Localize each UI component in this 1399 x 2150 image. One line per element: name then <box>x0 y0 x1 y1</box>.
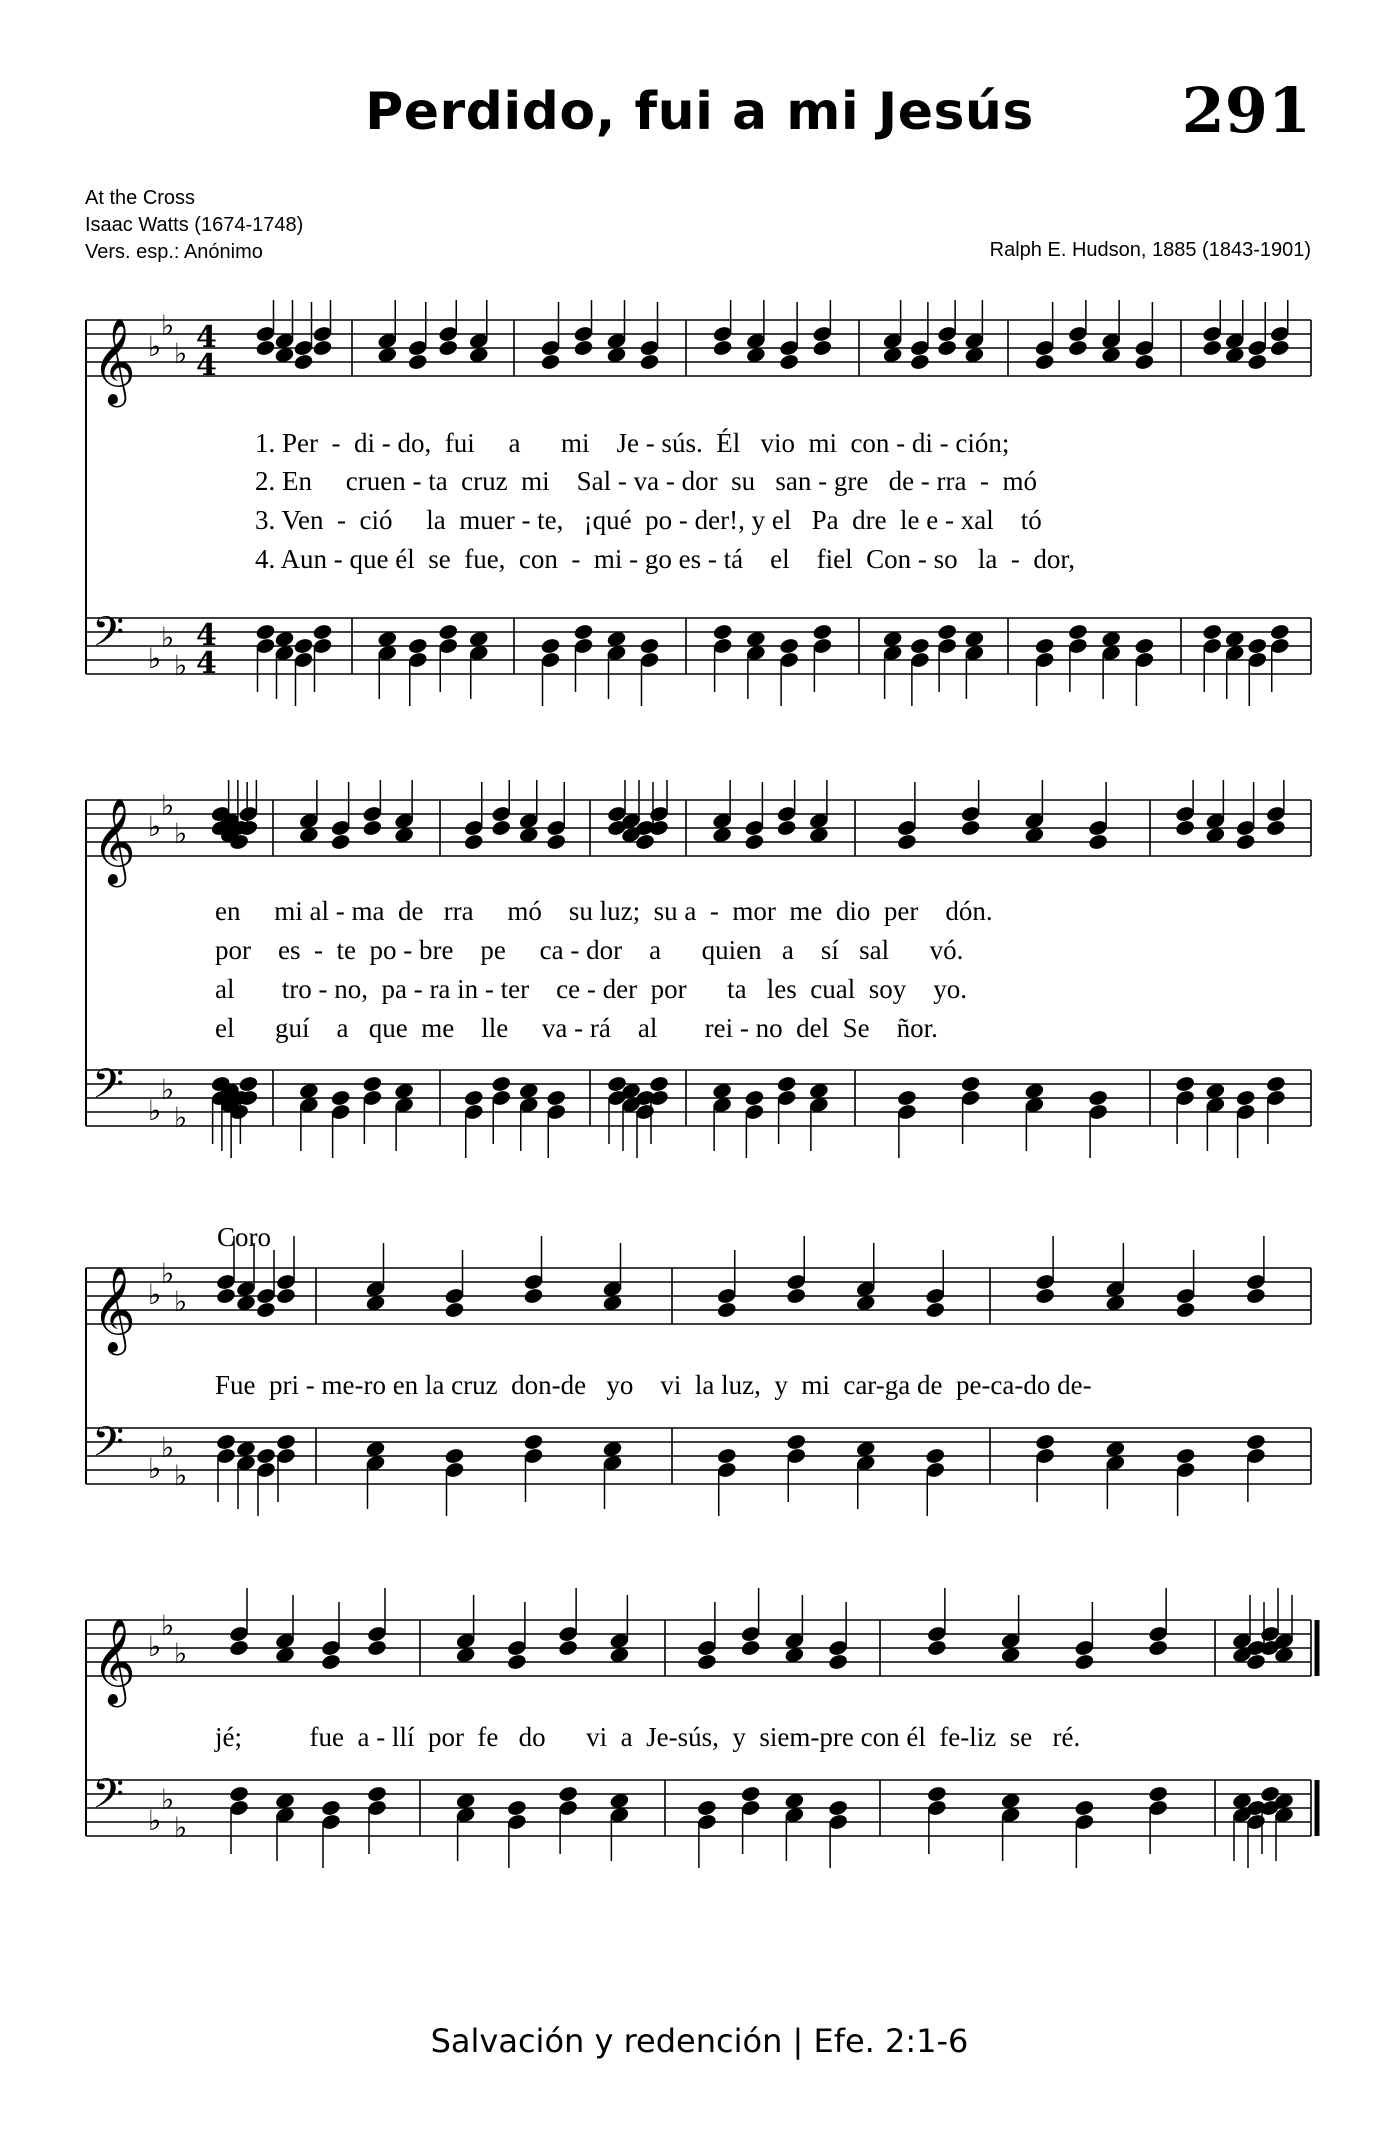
note-head <box>696 1799 717 1817</box>
composer: Ralph E. Hudson, 1885 (1843-1901) <box>989 239 1311 261</box>
note-head <box>523 1287 544 1305</box>
note-head <box>896 1089 917 1107</box>
note-head <box>740 1639 761 1657</box>
note-head <box>215 1433 236 1451</box>
note-head <box>491 1075 512 1093</box>
note-head <box>1067 623 1088 641</box>
note-head <box>1247 637 1268 655</box>
note-head <box>909 637 930 655</box>
note-head <box>812 623 833 641</box>
note-head <box>936 623 957 641</box>
note-head <box>925 1301 946 1319</box>
note-head <box>1074 1653 1095 1671</box>
footer-topic: Salvación y redención | Efe. 2:1-6 <box>430 2022 969 2060</box>
note-head <box>540 637 561 655</box>
note-head <box>293 353 314 371</box>
hymn-number: 291 <box>1181 74 1311 147</box>
note-head <box>1245 1433 1266 1451</box>
flat-icon: ♭ <box>174 649 188 682</box>
flat-icon: ♭ <box>161 621 175 654</box>
note-head <box>960 819 981 837</box>
note-head <box>228 1785 249 1803</box>
note-head <box>444 1447 465 1465</box>
note-head <box>716 1447 737 1465</box>
credits-left <box>85 185 303 266</box>
note-head <box>238 1075 259 1093</box>
note-head <box>255 623 276 641</box>
flat-icon: ♭ <box>148 1278 162 1311</box>
note-head <box>366 1785 387 1803</box>
note-head <box>926 1785 947 1803</box>
note-head <box>1074 1799 1095 1817</box>
note-head <box>1265 1075 1286 1093</box>
time-signature: 4 <box>196 348 217 383</box>
note-head <box>546 1089 567 1107</box>
flat-icon: ♭ <box>148 810 162 843</box>
time-signature: 4 <box>196 320 217 355</box>
note-head <box>444 1301 465 1319</box>
flat-icon: ♭ <box>174 1285 188 1318</box>
note-head <box>1087 1089 1108 1107</box>
note-head <box>786 1287 807 1305</box>
bass-clef-icon: 𝄢 <box>92 1770 125 1828</box>
note-head <box>557 1785 578 1803</box>
flat-icon: ♭ <box>161 1431 175 1464</box>
note-head <box>778 353 799 371</box>
note-head <box>778 637 799 655</box>
flat-icon: ♭ <box>148 1804 162 1837</box>
flat-icon: ♭ <box>148 1094 162 1127</box>
note-head <box>1147 1639 1168 1657</box>
note-head <box>320 1653 341 1671</box>
note-head <box>1269 623 1290 641</box>
note-head <box>827 1799 848 1817</box>
time-signature: 4 <box>196 618 217 653</box>
note-head <box>1034 1287 1055 1305</box>
note-head <box>1034 637 1055 655</box>
flat-icon: ♭ <box>161 1073 175 1106</box>
time-signature: 4 <box>196 646 217 681</box>
note-head <box>255 1447 276 1465</box>
note-head <box>1235 833 1256 851</box>
treble-clef-icon: 𝄞 <box>92 1266 136 1352</box>
note-head <box>573 339 594 357</box>
note-head <box>1134 353 1155 371</box>
note-head <box>1067 339 1088 357</box>
translation-credit: Vers. esp.: Anónimo <box>85 241 263 263</box>
treble-clef-icon: 𝄞 <box>92 318 136 404</box>
note-head <box>744 1089 765 1107</box>
note-head <box>523 1433 544 1451</box>
verse-line-3: 3. Ven - ció la muer - te, ¡qué po - der!, y el Pa dre le e - xal tó <box>255 505 1042 535</box>
note-head <box>506 1799 527 1817</box>
note-head <box>896 833 917 851</box>
flat-icon: ♭ <box>161 1783 175 1816</box>
flat-icon: ♭ <box>161 309 175 342</box>
note-head <box>1174 1075 1195 1093</box>
verse-line-1: en mi al - ma de rra mó su luz; su a - mor me dio per dón. <box>215 896 993 926</box>
note-head <box>320 1799 341 1817</box>
note-head <box>362 1075 383 1093</box>
music-system-4 <box>0 1570 1399 1950</box>
note-head <box>740 1785 761 1803</box>
note-head <box>1245 1287 1266 1305</box>
flat-icon: ♭ <box>148 330 162 363</box>
note-head <box>960 1075 981 1093</box>
note-head <box>312 623 333 641</box>
note-head <box>1174 819 1195 837</box>
note-head <box>275 1433 296 1451</box>
note-head <box>540 353 561 371</box>
note-head <box>438 623 459 641</box>
note-head <box>438 339 459 357</box>
note-head <box>909 353 930 371</box>
note-head <box>786 1433 807 1451</box>
flat-icon: ♭ <box>161 789 175 822</box>
flat-icon: ♭ <box>174 1101 188 1134</box>
flat-icon: ♭ <box>148 1630 162 1663</box>
author: Isaac Watts (1674-1748) <box>85 214 304 236</box>
flat-icon: ♭ <box>161 1257 175 1290</box>
note-head <box>744 833 765 851</box>
note-head <box>255 339 276 357</box>
note-head <box>639 353 660 371</box>
flat-icon: ♭ <box>148 1452 162 1485</box>
note-head <box>712 623 733 641</box>
note-head <box>1269 339 1290 357</box>
note-head <box>312 339 333 357</box>
music-system-1 <box>0 300 1399 720</box>
note-head <box>330 1089 351 1107</box>
music-system-3 <box>0 1210 1399 1530</box>
note-head <box>1087 833 1108 851</box>
flat-icon: ♭ <box>174 337 188 370</box>
music-system-2 <box>0 780 1399 1200</box>
note-head <box>776 819 797 837</box>
coro-label: Coro <box>217 1222 271 1252</box>
note-head <box>827 1653 848 1671</box>
note-head <box>1175 1447 1196 1465</box>
note-head <box>1235 1089 1256 1107</box>
note-head <box>1134 637 1155 655</box>
flat-icon: ♭ <box>174 817 188 850</box>
note-head <box>776 1075 797 1093</box>
coro-lyrics-line: Fue pri - me-ro en la cruz don-de yo vi la luz, y mi car-ga de pe-ca-do de- <box>215 1370 1092 1400</box>
note-head <box>330 833 351 851</box>
note-head <box>463 833 484 851</box>
note-head <box>1147 1785 1168 1803</box>
verse-line-2: 2. En cruen - ta cruz mi Sal - va - dor su san - gre de - rra - mó <box>255 466 1037 496</box>
note-head <box>463 1089 484 1107</box>
note-head <box>812 339 833 357</box>
note-head <box>1175 1301 1196 1319</box>
note-head <box>639 637 660 655</box>
note-head <box>712 339 733 357</box>
verse-line-3: al tro - no, pa - ra in - ter ce - der por ta les cual soy yo. <box>215 974 968 1004</box>
flat-icon: ♭ <box>148 642 162 675</box>
bass-clef-icon: 𝄢 <box>92 1418 125 1476</box>
original-title: At the Cross <box>85 187 196 209</box>
flat-icon: ♭ <box>174 1811 188 1844</box>
note-head <box>648 819 669 837</box>
note-head <box>546 833 567 851</box>
verse-line-2: por es - te po - bre pe ca - dor a quien a sí sal vó. <box>215 935 964 965</box>
note-head <box>1247 353 1268 371</box>
flat-icon: ♭ <box>174 1637 188 1670</box>
flat-icon: ♭ <box>161 1609 175 1642</box>
note-head <box>557 1639 578 1657</box>
note-head <box>696 1653 717 1671</box>
treble-clef-icon: 𝄞 <box>92 798 136 884</box>
bass-clef-icon: 𝄢 <box>92 1060 125 1118</box>
note-head <box>407 637 428 655</box>
note-head <box>293 637 314 655</box>
staff-system-4 <box>0 1570 1399 1950</box>
note-head <box>366 1639 387 1657</box>
note-head <box>1034 353 1055 371</box>
verse-line-4: el guí a que me lle va - rá al rei - no del Se ñor. <box>215 1013 938 1043</box>
note-head <box>926 1639 947 1657</box>
note-head <box>573 623 594 641</box>
note-head <box>936 339 957 357</box>
verse-line-4: 4. Aun - que él se fue, con - mi - go es - tá el fiel Con - so la - dor, <box>255 544 1075 574</box>
treble-clef-icon: 𝄞 <box>92 1618 136 1704</box>
note-head <box>255 1301 276 1319</box>
note-head <box>228 1639 249 1657</box>
note-head <box>275 1287 296 1305</box>
note-head <box>215 1287 236 1305</box>
note-head <box>1202 339 1223 357</box>
note-head <box>1034 1433 1055 1451</box>
bass-clef-icon: 𝄢 <box>92 608 125 666</box>
verse-line-1: 1. Per - di - do, fui a mi Je - sús. Él vio mi con - di - ción; <box>255 428 1010 458</box>
note-head <box>491 819 512 837</box>
flat-icon: ♭ <box>174 1459 188 1492</box>
note-head <box>407 353 428 371</box>
note-head <box>1202 623 1223 641</box>
note-head <box>716 1301 737 1319</box>
note-head <box>506 1653 527 1671</box>
coro-lyrics-line: jé; fue a - llí por fe do vi a Je-sús, y siem-pre con él fe-liz se ré. <box>215 1722 1081 1752</box>
note-head <box>362 819 383 837</box>
note-head <box>925 1447 946 1465</box>
note-head <box>1265 819 1286 837</box>
note-head <box>648 1075 669 1093</box>
hymn-title: Perdido, fui a mi Jesús <box>365 82 1034 142</box>
